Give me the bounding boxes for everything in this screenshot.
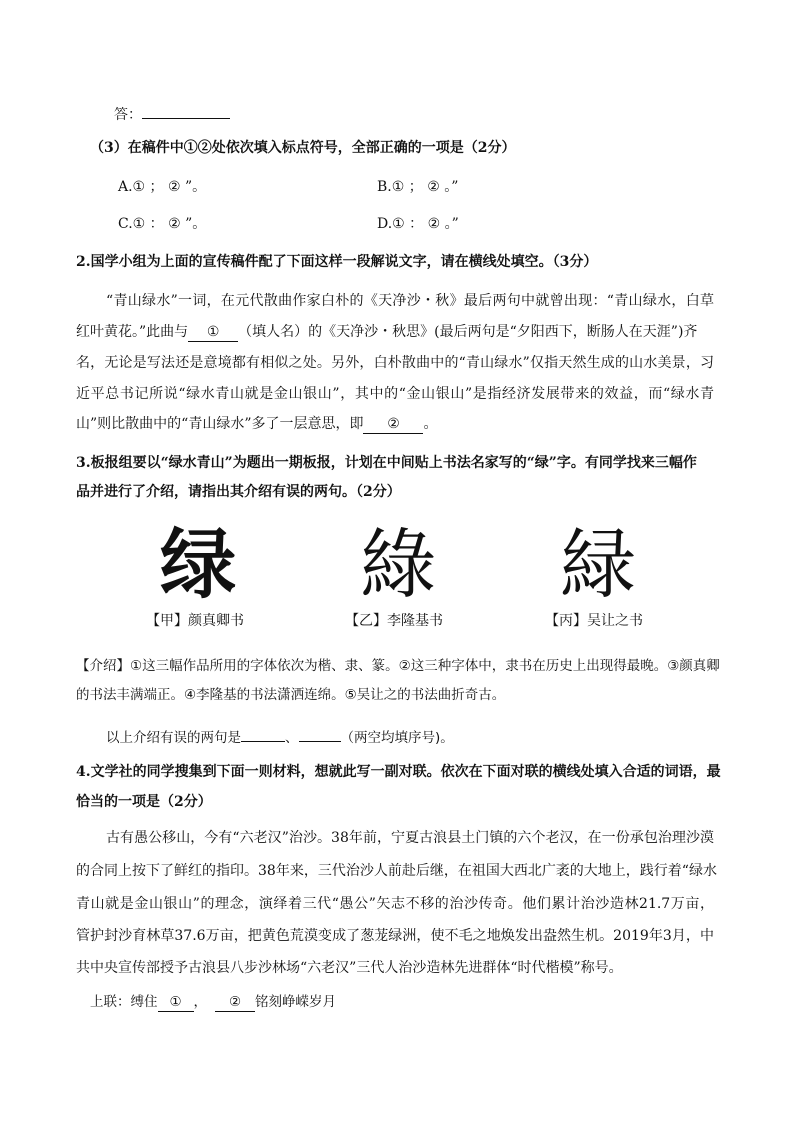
- caption-yi: 【乙】李隆基书: [345, 613, 443, 629]
- q3-stem: （3）在稿件中①②处依次填入标点符号，全部正确的一项是（2分）: [90, 140, 516, 156]
- q2-blank-2[interactable]: ②: [363, 416, 423, 434]
- answer-line: [114, 101, 230, 125]
- option-c[interactable]: C.① ： ② ”。: [118, 216, 207, 232]
- caption-jia: 【甲】颜真卿书: [146, 613, 244, 629]
- option-a[interactable]: A.① ； ② ”。: [118, 179, 207, 195]
- answer-label: 答：: [114, 107, 142, 123]
- q4-material-line-2: 的合同上按下了鲜红的指印。38年来，三代治沙人前赴后继，在祖国大西北广袤的大地上，践行着“绿水: [76, 863, 717, 879]
- q2-paragraph-line-4: 近平总书记所说“绿水青山就是金山银山”，其中的“金山银山”是指经济发展带来的效益，而“绿水青: [76, 386, 714, 402]
- couplet-blank-2[interactable]: ②: [215, 994, 255, 1012]
- couplet-upper: 上联：缚住 ① ， ② 铭刻峥嵘岁月: [90, 994, 336, 1010]
- q4-material-line-4: 管护封沙育林草37.6万亩，把黄色荒漠变成了葱茏绿洲，使不毛之地焕发出盎然生机。2019年3月，中: [76, 928, 714, 944]
- q4-stem-line-1: 4.文学社的同学搜集到下面一则材料，想就此写一副对联。依次在下面对联的横线处填入合适的词语，最: [76, 764, 721, 780]
- q4-material-line-1: 古有愚公移山，今有“六老汉”治沙。38年前，宁夏古浪县土门镇的六个老汉，在一份承包治理沙漠: [106, 830, 714, 846]
- q3-stem-line-2: 品并进行了介绍，请指出其介绍有误的两句。（2分）: [76, 484, 401, 500]
- answer-blank[interactable]: [142, 101, 230, 119]
- q2-paragraph-line-2: 红叶黄花。”此曲与 ① （填人名）的《天净沙・秋思》(最后两句是“夕阳西下，断肠人在天涯”)齐: [76, 324, 698, 340]
- q2-stem: 2.国学小组为上面的宣传稿件配了下面这样一段解说文字，请在横线处填空。（3分）: [76, 254, 598, 270]
- q3-stem-line-1: 3.板报组要以“绿水青山”为题出一期板报，计划在中间贴上书法名家写的“绿”字。有同学找来三幅作: [76, 455, 697, 471]
- q4-material-line-3: 青山就是金山银山”的理念，演绎着三代“愚公”矢志不移的治沙传奇。他们累计治沙造林21.7万亩，: [76, 896, 714, 912]
- q2-paragraph-line-5: 山”则比散曲中的“青山绿水”多了一层意思，即 ② 。: [76, 416, 438, 432]
- q3-intro-line-1: 【介绍】①这三幅作品所用的字体依次为楷、隶、篆。②这三种字体中，隶书在历史上出现得最晚。③颜真卿: [76, 658, 720, 674]
- calligraphy-wu-rangzhi: 緑: [560, 520, 636, 609]
- calligraphy-yan-zhenqing: 绿: [160, 520, 236, 609]
- caption-bing: 【丙】吴让之书: [545, 613, 643, 629]
- option-b[interactable]: B.① ； ② 。”: [377, 179, 459, 195]
- q3-blank-2[interactable]: [299, 724, 341, 742]
- option-d[interactable]: D.① ： ② 。”: [377, 216, 459, 232]
- q3-answer-line: 以上介绍有误的两句是 、 （两空均填序号)。: [106, 724, 454, 748]
- q3-blank-1[interactable]: [241, 724, 285, 742]
- q2-paragraph-line-3: 名，无论是写法还是意境都有相似之处。另外，白朴散曲中的“青山绿水”仅指天然生成的山水美景，习: [76, 355, 714, 371]
- q4-material-line-5: 共中央宣传部授予古浪县八步沙林场“六老汉”三代人治沙造林先进群体“时代楷模”称号。: [76, 960, 623, 976]
- q2-paragraph-line-1: “青山绿水”一词，在元代散曲作家白朴的《天净沙・秋》最后两句中就曾出现：“青山绿水，白草: [106, 293, 714, 309]
- calligraphy-li-longji: 綠: [360, 520, 436, 609]
- q4-stem-line-2: 恰当的一项是（2分）: [76, 794, 212, 810]
- couplet-blank-1[interactable]: ①: [158, 994, 194, 1012]
- q3-intro-line-2: 的书法丰满端正。④李隆基的书法潇洒连绵。⑤吴让之的书法曲折奇古。: [76, 687, 506, 703]
- q2-blank-1[interactable]: ①: [188, 324, 238, 342]
